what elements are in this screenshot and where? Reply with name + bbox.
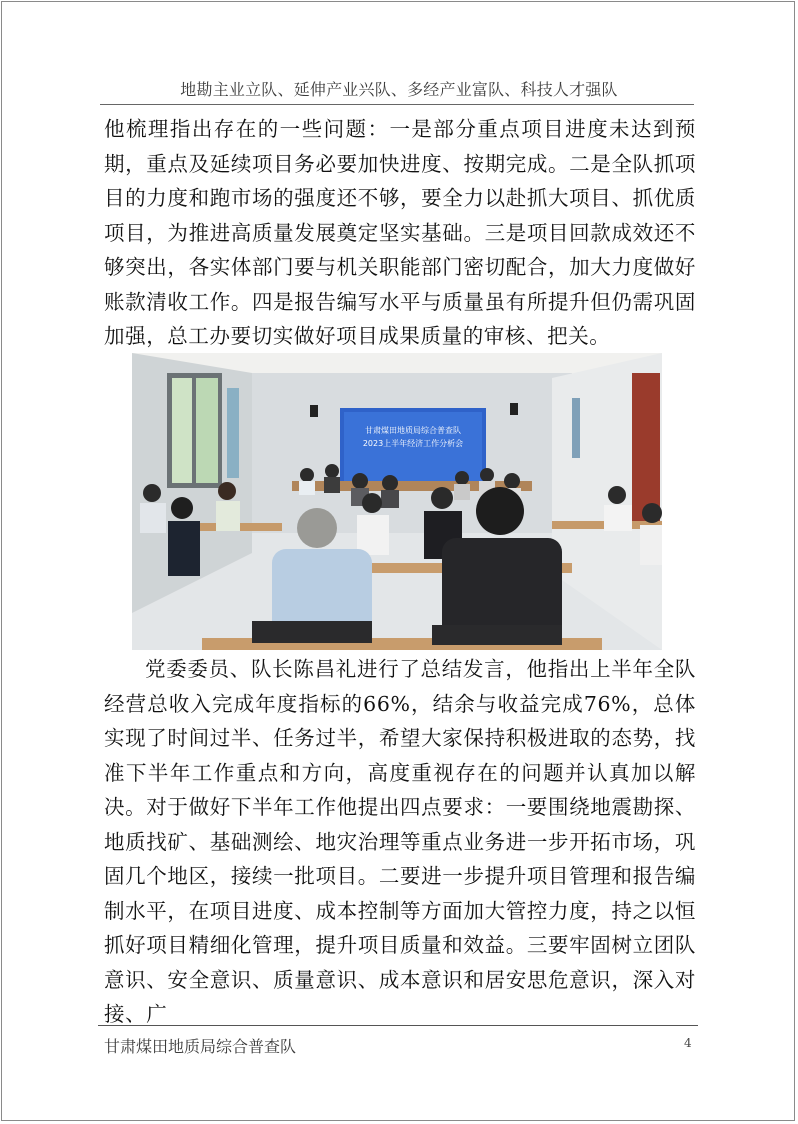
page-number: 4 (684, 1036, 692, 1050)
screen-title-line-1: 甘肃煤田地质局综合普查队 (365, 426, 461, 435)
footer-organization: 甘肃煤田地质局综合普查队 (104, 1037, 297, 1056)
body-paragraph-1: 他梳理指出存在的一些问题：一是部分重点项目进度未达到预期，重点及延续项目务必要加快进度、按期完成。二是全队抓项目的力度和跑市场的强度还不够，要全力以赴抓大项目、抓优质项目，为推进高质量发展奠定坚实基础。三是项目回款成效还不够突出，各实体部门要与机关职能部门密切配合，加大力度做好账款清收工作。四是报告编写水平与质量虽有所提升但仍需巩固加强，总工办要切实做好项目成果质量的审核、把关。 (104, 117, 696, 348)
page-header-slogan: 地勘主业立队、延伸产业兴队、多经产业富队、科技人才强队 (180, 80, 618, 99)
body-paragraph-2: 党委委员、队长陈昌礼进行了总结发言，他指出上半年全队经营总收入完成年度指标的66%，结余与收益完成76%，总体实现了时间过半、任务过半，希望大家保持积极进取的态势，找准下半年工作重点和方向，高度重视存在的问题并认真加以解决。对于做好下半年工作他提出四点要求：一要围绕地震勘探、地质找矿、基础测绘、地灾治理等重点业务进一步开拓市场，巩固几个地区，接续一批项目。二要进一步提升项目管理和报告编制水平，在项目进度、成本控制等方面加大管控力度，持之以恒抓好项目精细化管理，提升项目质量和效益。三要牢固树立团队意识、安全意识、质量意识、成本意识和居安思危意识，深入对接、广 (104, 657, 696, 1026)
header-divider (100, 104, 694, 105)
meeting-photo (132, 353, 662, 650)
footer-divider (98, 1025, 698, 1026)
screen-title-line-2: 2023上半年经济工作分析会 (362, 439, 464, 448)
